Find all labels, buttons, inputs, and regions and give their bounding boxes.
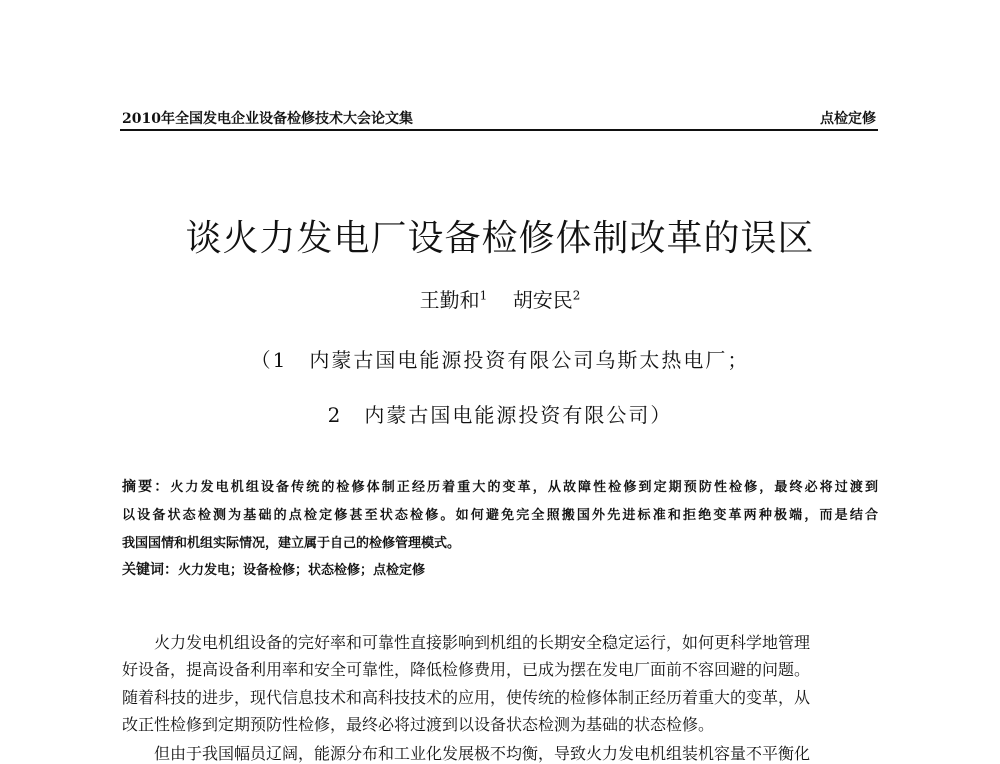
- body-line: 改正性检修到定期预防性检修，最终必将过渡到以设备状态检测为基础的状态检修。: [122, 715, 715, 734]
- author-affiliation-mark: 1: [479, 288, 488, 303]
- keywords: [122, 559, 878, 579]
- paper-title: 谈火力发电厂设备检修体制改革的误区: [185, 218, 815, 259]
- body-line: 随着科技的进步，现代信息技术和高科技技术的应用，使传统的检修体制正经历着重大的变革，从: [122, 688, 811, 707]
- author-affiliation-mark: 2: [572, 288, 581, 303]
- body-line: 但由于我国幅员辽阔，能源分布和工业化发展极不均衡，导致火力发电机组装机容量不平衡化: [122, 744, 811, 763]
- abstract-line: [122, 476, 878, 496]
- abstract-text: 火力发电机组设备传统的检修体制正经历着重大的变革，从故障性检修到定期预防性检修，最终必将过渡到: [170, 480, 878, 495]
- authors: [0, 284, 1000, 313]
- header-rule: [120, 129, 878, 131]
- abstract-line: 以设备状态检测为基础的点检定修甚至状态检修。如何避免完全照搬国外先进标准和拒绝变革两种极端，而是结合: [122, 508, 878, 523]
- author-name: 王勤和: [419, 288, 480, 312]
- affiliation: （1 内蒙古国电能源投资有限公司乌斯太热电厂；: [250, 348, 750, 372]
- abstract-label: 摘要：: [122, 479, 171, 495]
- body-line: 火力发电机组设备的完好率和可靠性直接影响到机组的长期安全稳定运行，如何更科学地管理: [122, 633, 811, 652]
- affiliation: 2 内蒙古国电能源投资有限公司）: [327, 403, 673, 427]
- body-line: 好设备，提高设备利用率和安全可靠性，降低检修费用，已成为摆在发电厂面前不容回避的问题。: [122, 660, 811, 679]
- keywords-label: 关键词：: [122, 562, 178, 578]
- running-header-title: 2010年全国发电企业设备检修技术大会论文集: [122, 111, 413, 127]
- author-name: 胡安民: [512, 288, 573, 312]
- abstract-line: 我国国情和机组实际情况，建立属于自己的检修管理模式。: [122, 536, 461, 551]
- running-header-section: 点检定修: [820, 111, 876, 127]
- keywords-text: 火力发电；设备检修；状态检修；点检定修: [178, 563, 426, 578]
